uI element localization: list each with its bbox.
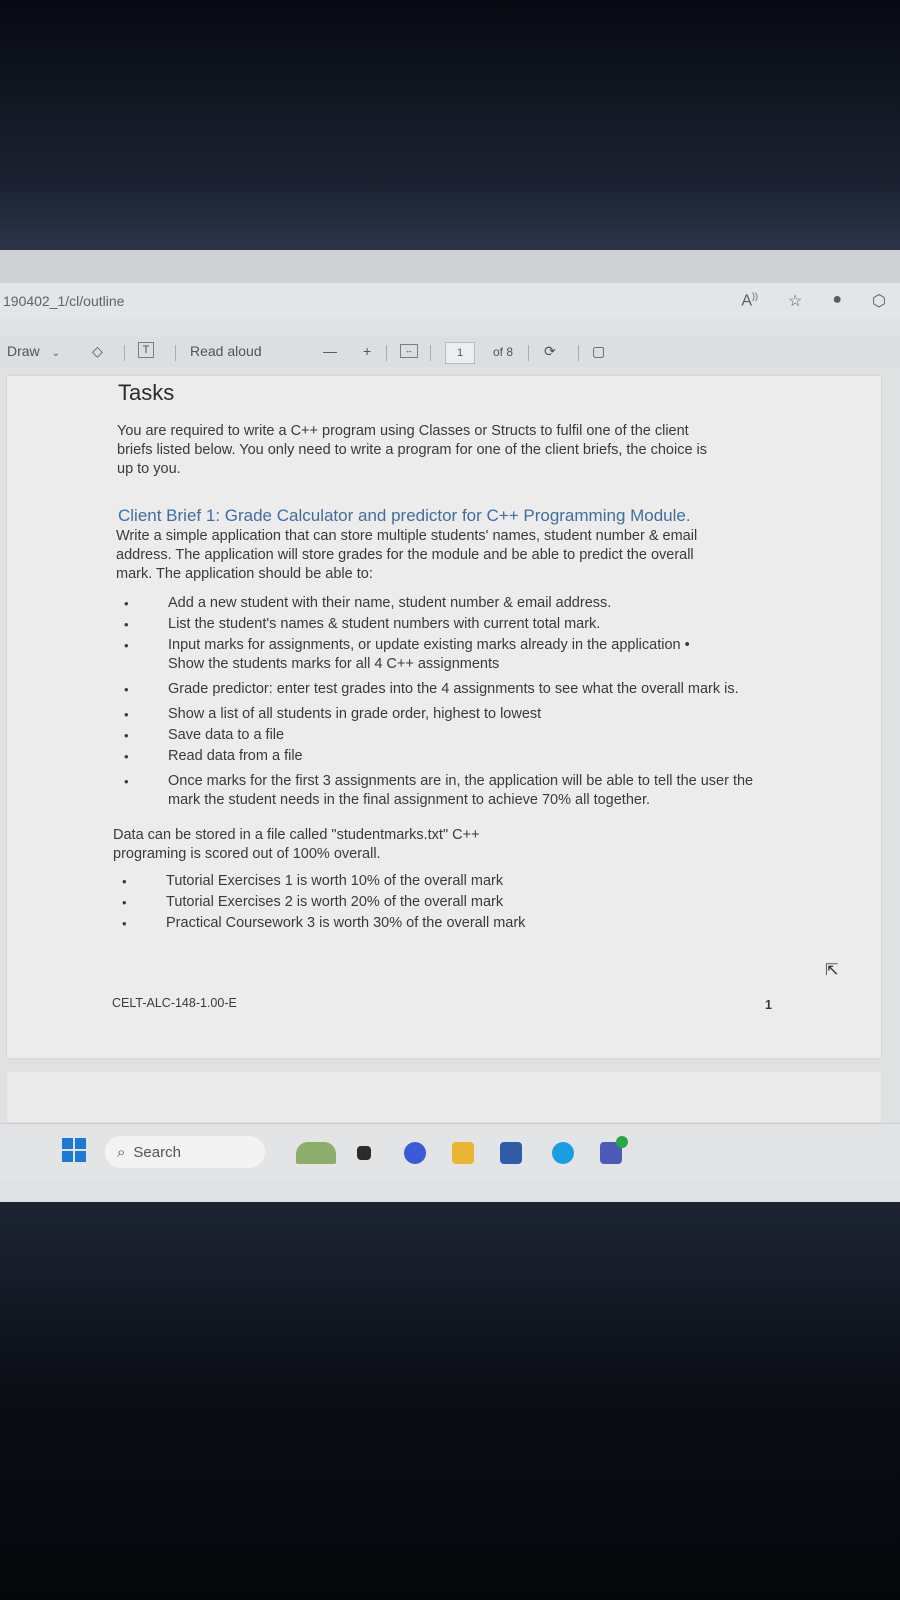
extension-icon[interactable]: ● (832, 291, 843, 308)
chat-icon[interactable] (404, 1142, 426, 1164)
store-icon[interactable] (500, 1142, 522, 1164)
separator (430, 345, 431, 361)
text-line: You are required to write a C++ program using Classes or Structs to fulfil one of the client (117, 423, 689, 439)
browser-window (0, 250, 900, 1202)
document-code: CELT-ALC-148-1.00-E (112, 996, 237, 1010)
read-aloud-button[interactable]: Read aloud (190, 343, 262, 359)
draw-button[interactable] (7, 343, 60, 359)
task-view-icon[interactable] (357, 1146, 371, 1160)
list-item: • Add a new student with their name, student number & email address. (145, 594, 765, 613)
separator (124, 345, 125, 361)
page-view-icon[interactable]: ▢ (592, 343, 606, 359)
zoom-out-button[interactable]: — (323, 343, 337, 359)
list-item: • Read data from a file (145, 747, 765, 766)
text-line: briefs listed below. You only need to write a program for one of the client briefs, the choice is (117, 442, 708, 458)
eraser-icon[interactable]: ◇ (92, 343, 103, 359)
windows-start-icon[interactable] (62, 1138, 86, 1162)
weights-list (143, 872, 743, 935)
page-number: 1 (765, 998, 772, 1012)
pdf-page (7, 376, 881, 1058)
edge-icon[interactable] (552, 1142, 574, 1164)
list-item: • Save data to a file (145, 726, 765, 745)
widgets-icon[interactable] (296, 1142, 336, 1164)
separator (528, 345, 529, 361)
favorite-star-icon[interactable]: ☆ (788, 293, 803, 310)
file-explorer-icon[interactable] (452, 1142, 474, 1164)
mouse-cursor-icon: ⇱ (825, 962, 839, 979)
taskbar-search[interactable] (105, 1136, 265, 1168)
read-aloud-icon[interactable]: A)) (741, 291, 759, 310)
address-bar-actions (741, 291, 886, 311)
list-item: • Practical Coursework 3 is worth 30% of the overall mark (143, 914, 743, 933)
list-item: • Grade predictor: enter test grades into the 4 assignments to see what the overall mark is. (145, 680, 765, 699)
chevron-down-icon: ⌄ (51, 348, 60, 359)
search-icon: ⌕ (117, 1143, 126, 1161)
text-line: mark. The application should be able to: (116, 566, 373, 582)
text-line: address. The application will store grades for the module and be able to predict the overall (116, 547, 694, 563)
separator (386, 345, 387, 361)
copilot-icon[interactable]: ⬡ (872, 293, 886, 310)
draw-label: Draw (7, 343, 40, 359)
next-pdf-page (7, 1072, 881, 1122)
text-line: Data can be stored in a file called "studentmarks.txt" C++ (113, 827, 480, 843)
search-label: Search (133, 1143, 181, 1161)
brief-title: Client Brief 1: Grade Calculator and predictor for C++ Programming Module. (118, 506, 691, 525)
text-tool-icon[interactable]: T (138, 342, 154, 358)
text-line: up to you. (117, 461, 181, 477)
address-bar[interactable] (0, 283, 900, 319)
list-item: • Once marks for the first 3 assignments are in, the application will be able to tell the user the mark the student needs in the final assignment to achieve 70% all together. (145, 772, 765, 810)
text-line: Write a simple application that can store multiple students' names, student number & email (116, 528, 698, 544)
page-number-input[interactable]: 1 (445, 342, 475, 364)
list-item: • Show a list of all students in grade order, highest to lowest (145, 705, 765, 724)
intro-text (117, 422, 707, 479)
rotate-icon[interactable]: ⟳ (544, 343, 556, 359)
brief-description (116, 527, 697, 584)
list-item: • List the student's names & student numbers with current total mark. (145, 615, 765, 634)
list-item: • Tutorial Exercises 2 is worth 20% of the overall mark (143, 893, 743, 912)
zoom-in-button[interactable]: + (363, 343, 372, 359)
pdf-toolbar (0, 337, 900, 367)
separator (175, 345, 176, 361)
list-item: • Tutorial Exercises 1 is worth 10% of the overall mark (143, 872, 743, 891)
status-badge (616, 1136, 628, 1148)
list-item: Show the students marks for all 4 C++ assignments (168, 656, 500, 672)
tab-strip (0, 250, 900, 283)
text-line: programing is scored out of 100% overall. (113, 846, 381, 862)
data-storage-text (113, 826, 480, 864)
page-total: of 8 (493, 345, 514, 359)
fit-width-icon[interactable]: ↔ (400, 344, 418, 358)
list-item: • Input marks for assignments, or update existing marks already in the application • (145, 636, 765, 655)
url-text[interactable]: 190402_1/cl/outline (3, 293, 125, 309)
taskbar (0, 1123, 900, 1181)
separator (578, 345, 579, 361)
requirements-list (145, 594, 765, 812)
page-title: Tasks (118, 380, 175, 405)
